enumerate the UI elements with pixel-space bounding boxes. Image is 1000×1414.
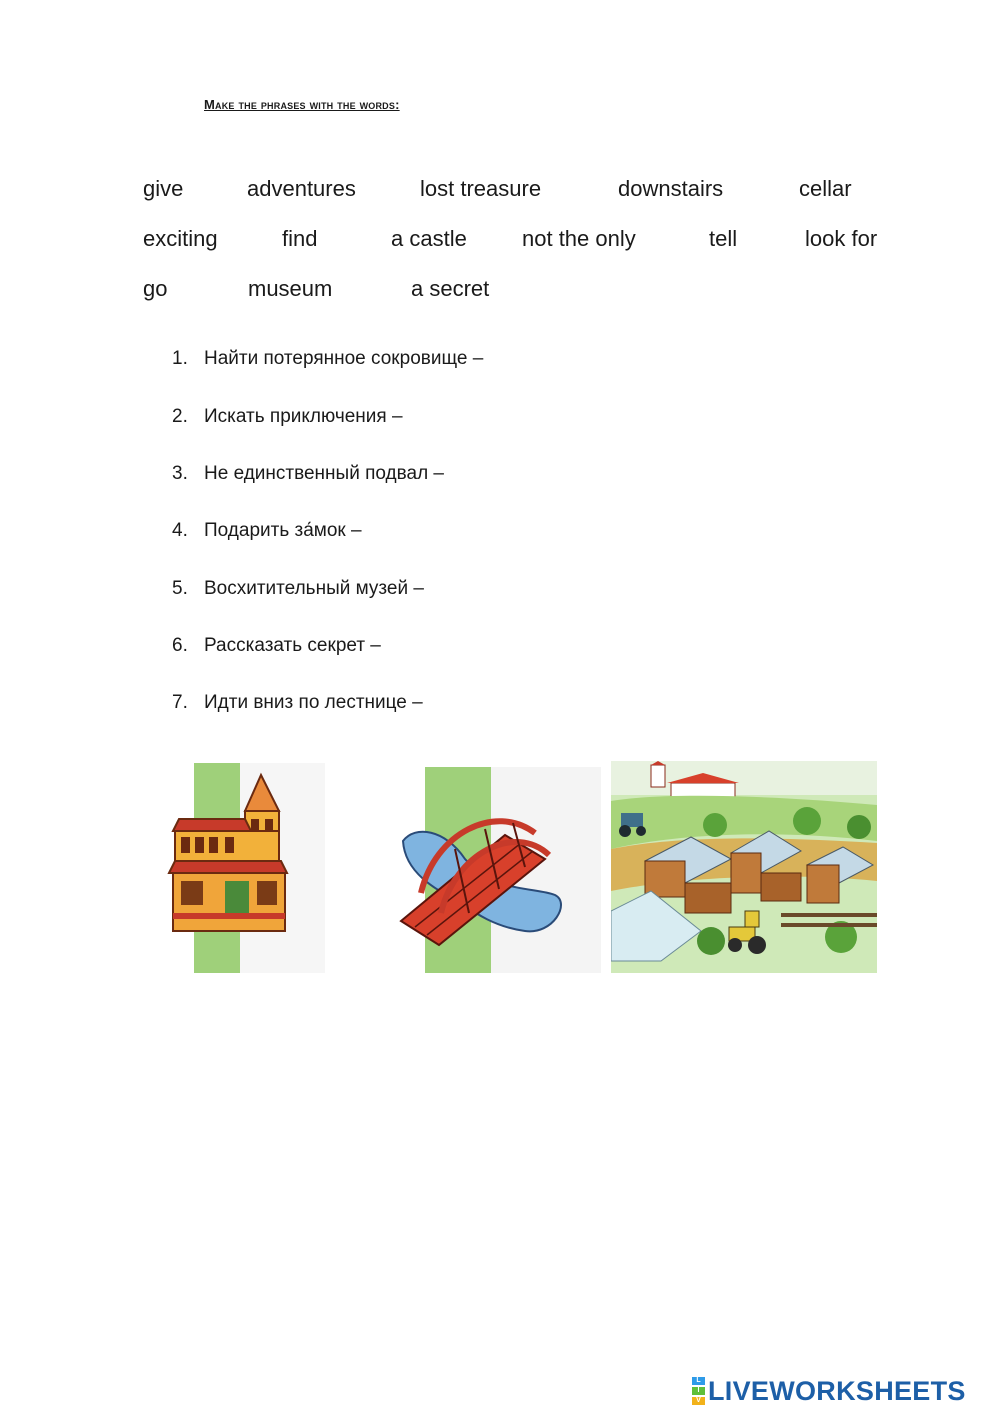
word-give: give xyxy=(143,176,184,201)
word-a-castle: a castle xyxy=(391,226,467,251)
word-tell: tell xyxy=(709,226,738,251)
word-go: go xyxy=(143,276,168,301)
liveworksheets-wordmark: LIVEWORKSHEETS xyxy=(708,1375,966,1406)
word-museum: museum xyxy=(248,276,333,301)
word-exciting: exciting xyxy=(143,226,218,251)
word-adventures: adventures xyxy=(247,176,356,201)
exercise-item-7: 7. Идти вниз по лестнице – xyxy=(172,692,423,713)
exercise-item-5: 5. Восхитительный музей – xyxy=(172,578,424,599)
bridge-picture xyxy=(395,763,605,973)
word-downstairs: downstairs xyxy=(618,176,724,201)
exercise-item-1: 1. Найти потерянное сокровище – xyxy=(172,348,484,369)
word-not-the-only: not the only xyxy=(522,226,636,251)
liveworksheets-logo xyxy=(692,1376,966,1406)
exercise-item-2: 2. Искать приключения – xyxy=(172,406,403,427)
word-look-for: look for xyxy=(805,226,878,251)
liveworksheets-mark-icon: L I V xyxy=(692,1376,705,1406)
exercise-item-4: 4. Подарить за́мок – xyxy=(172,520,362,541)
exercise-item-3: 3. Не единственный подвал – xyxy=(172,463,444,484)
word-cellar: cellar xyxy=(799,176,852,201)
word-find: find xyxy=(282,226,318,251)
word-lost-treasure: lost treasure xyxy=(420,176,542,201)
worksheet-title: Make the phrases with the words: xyxy=(204,97,400,112)
word-a-secret: a secret xyxy=(411,276,490,301)
house-picture xyxy=(165,763,325,973)
village-picture xyxy=(611,761,877,973)
exercise-item-6: 6. Рассказать секрет – xyxy=(172,635,381,656)
